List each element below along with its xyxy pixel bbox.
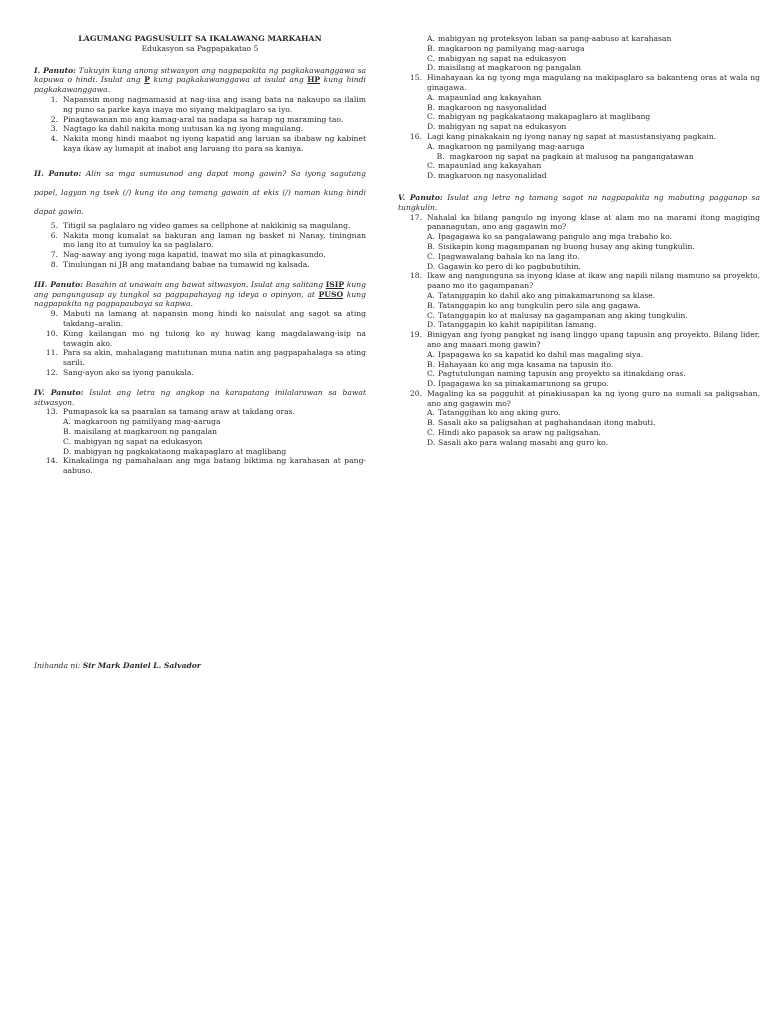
keyword-isip: ISIP — [325, 279, 345, 289]
question-item: 3. Nagtago ka dahil nakita mong uutusan ka ng iyong magulang. — [50, 124, 304, 134]
option: B. magkaroon ng nasyonalidad — [427, 102, 547, 112]
option-list — [398, 350, 760, 389]
question-item: 20. Magaling ka sa pagguhit at pinakiusapan ka ng iyong guro na sumali sa paligsahan, ano ang gagawin mo? — [409, 388, 760, 408]
keyword-hp: HP — [307, 75, 321, 85]
author-name: Sir Mark Daniel L. Salvador — [82, 661, 201, 670]
question-item: 16. Lagi kang pinakakain ng iyong nanay ng sapat at masustansiyang pagkain. — [409, 131, 717, 141]
question-item: 19. Binigyan ang iyong pangkat ng isang linggo upang tapusin ang proyekto. Bilang lider, ano ang maaari mong gawin? — [409, 330, 760, 349]
page-subtitle: Edukasyon sa Pagpapakatao 5 — [141, 43, 259, 53]
section-2-instructions: II. Panuto: Alin sa mga sumusunod ang dapat mong gawin? Sa iyong sagutang papel, lagyan ng tsek (/) kung ito ang tamang gawain at ekis (/) naman kung hindi dapat gawin. — [34, 168, 366, 216]
option: C. mabigyan ng sapat na edukasyon — [63, 436, 203, 446]
option: A. Ipapagawa ko sa kapatid ko dahil mas magaling siya. — [427, 349, 644, 359]
option-list — [398, 93, 760, 132]
section-1-instructions: I. Panuto: Tukuyin kung anong sitwasyon ang nagpapakita ng pagkakawanggawa sa kapuwa o hindi. Isulat ang P kung pagkakawanggawa at isulat ang HP kung hindi pagkakawanggawa. — [34, 65, 366, 95]
option: C. Pagtutulungan naming tapusin ang proyekto sa itinakdang oras. — [427, 369, 686, 379]
section-1 — [34, 66, 366, 154]
question-item: 4. Nakita mong hindi maabot ng iyong kapatid ang laruan sa ibabaw ng kabinet kaya ikaw ay lumapit at inabot ang laruang ito para sa kaniya. — [50, 134, 366, 153]
question-item: 12. Sang-ayon ako sa iyong panukala. — [45, 367, 194, 377]
section-4 — [34, 388, 366, 476]
question-item: 15. Hinahayaan ka ng iyong mga magulang na makipaglaro sa bakanteng oras at wala ng ginagawa. — [409, 73, 760, 92]
keyword-puso: PUSO — [318, 289, 344, 299]
option: C. Tatanggapin ko at malusay na gagampanan ang aking tungkulin. — [427, 310, 688, 320]
prepared-by-label: Inihanda ni: — [34, 661, 81, 670]
option: A. magkaroon ng pamilyang mag-aaruga — [427, 141, 585, 151]
question-item: 2. Pinagtawanan mo ang kamag-aral na nadapa sa harap ng maraming tao. — [50, 114, 344, 124]
section-2 — [34, 164, 366, 270]
question-item: 14. Kinakalinga ng pamahalaan ang mga batang biktima ng karahasan at pang-aabuso. — [45, 456, 366, 476]
option: B. Hahayaan ko ang mga kasama na tapusin ito. — [427, 359, 614, 369]
option: C. mapaunlad ang kakayahan — [427, 161, 542, 171]
section-1-heading: I. Panuto: — [34, 65, 76, 75]
question-item: 1. Napansin mong nagmamasid at nag-iisa ang isang bata na nakaupo sa ilalim ng puno sa parke kaya inaya mo siyang makipaglaro sa iyo. — [50, 94, 366, 114]
question-item: 13. Pumapasok ka sa paaralan sa tamang araw at takdang oras. — [45, 407, 295, 417]
option: B. Tatanggapin ko ang tungkulin pero sila ang gagawa. — [427, 300, 641, 310]
option: B. Sisikapin kong magampanan ng buong husay ang aking tungkulin. — [427, 241, 695, 251]
section-5 — [398, 193, 760, 448]
option: D. maisilang at magkaroon ng pangalan — [427, 63, 582, 73]
question-item: 17. Nahalal ka bilang pangulo ng inyong klase at alam mo na marami itong magiging pananagutan, ano ang gagawin mo? — [409, 212, 760, 232]
question-item: 10. Kung kailangan mo ng tulong ko ay huwag kang magdalawang-isip na tawagin ako. — [45, 328, 366, 348]
option: D. mabigyan ng pagkakataong makapaglaro at maglibang — [63, 446, 287, 456]
option-list — [398, 161, 760, 181]
option: B. Sasali ako sa paligsahan at paghahandaan itong mabuti. — [427, 418, 656, 428]
option: D. Ipagagawa ko sa pinakamarunong sa grupo. — [427, 379, 609, 389]
question-item: 11. Para sa akin, mahalagang matutunan muna natin ang pagpapahalaga sa ating sarili. — [45, 348, 366, 368]
option: A. mabigyan ng proteksyon laban sa pang-aabuso at karahasan — [427, 34, 672, 43]
option: C. mabigyan ng pagkakataong makapaglaro at maglibang — [427, 112, 651, 122]
option-list — [398, 142, 760, 152]
question-item: 8. Tinulungan ni JB ang matandang babae na tumawid ng kalsada. — [50, 259, 310, 269]
section-3 — [34, 280, 366, 378]
right-column — [398, 34, 760, 448]
question-item: 5. Titigil sa paglalaro ng video games sa cellphone at nakikinig sa magulang. — [50, 220, 351, 230]
prepared-by — [34, 661, 201, 671]
option: A. magkaroon ng pamilyang mag-aaruga — [63, 417, 221, 427]
option: B. maisilang at magkaroon ng pangalan — [63, 426, 218, 436]
option: D. Sasali ako para walang masabi ang guro ko. — [427, 437, 609, 447]
option: B. magkaroon ng pamilyang mag-aaruga — [427, 43, 585, 53]
option: B. magkaroon ng sapat na pagkain at malusog na pangangatawan — [436, 151, 694, 161]
option-list — [398, 34, 760, 73]
option: C. Hindi ako papasok sa araw ng paligsahan. — [427, 428, 601, 438]
section-3-instructions: III. Panuto: Basahin at unawain ang bawat sitwasyon. Isulat ang salitang ISIP kung ang pangungusap ay tungkol sa pagpapahayag ng ideya o opinyon, at PUSO kung nagpapakita ng pagpapaubaya sa kapwa. — [34, 279, 366, 309]
section-2-heading: II. Panuto: — [34, 168, 82, 178]
section-3-heading: III. Panuto: — [34, 279, 84, 289]
option-list — [398, 291, 760, 330]
option: C. mabigyan ng sapat na edukasyon — [427, 53, 567, 63]
option: D. Gagawin ko pero di ko pagbubutihin. — [427, 261, 581, 271]
option: A. Tatanggihan ko ang aking guro. — [427, 408, 561, 418]
option-list — [398, 232, 760, 271]
section-4-heading: IV. Panuto: — [34, 387, 84, 397]
option: A. Tatanggapin ko dahil ako ang pinakamarunong sa klase. — [427, 290, 656, 300]
question-item: 9. Mabuti na lamang at napansin mong hindi ko naisulat ang sagot sa ating takdang–aralin. — [50, 309, 366, 328]
option: A. Ipagagawa ko sa pangalawang pangulo ang mga trabaho ko. — [427, 232, 672, 242]
question-item: 7. Nag-aaway ang iyong mga kapatid, inawat mo sila at pinagkasundo. — [50, 250, 326, 260]
option: C. Ipagwawalang bahala ko na lang ito. — [427, 251, 580, 261]
section-5-instructions: V. Panuto: Isulat ang letra ng tamang sagot na nagpapakita ng mabuting pagganap sa tungkulin. — [398, 192, 760, 212]
page-title: LAGUMANG PAGSUSULIT SA IKALAWANG MARKAHAN — [78, 34, 322, 43]
section-5-heading: V. Panuto: — [398, 192, 443, 202]
keyword-p: P — [144, 75, 150, 85]
option-list — [398, 408, 760, 447]
left-column — [34, 34, 366, 476]
section-4-instructions: IV. Panuto: Isulat ang letra ng angkop na karapatang inilalarawan sa bawat sitwasyon. — [34, 387, 366, 407]
option: D. Tatanggapin ko kahit napipilitan lamang. — [427, 320, 597, 330]
option: D. magkaroon ng nasyonalidad — [427, 171, 547, 181]
question-item: 6. Nakita mong kumalat sa bakuran ang laman ng basket ni Nanay, tiningnan mo lang ito at tumuloy ka sa paglalaro. — [50, 230, 366, 250]
option: A. mapaunlad ang kakayahan — [427, 92, 542, 102]
option-list — [34, 417, 366, 456]
option: D. mabigyan ng sapat na edukasyon — [427, 122, 567, 132]
question-item: 18. Ikaw ang nangunguna sa inyong klase at ikaw ang napili nilang mamuno sa proyekto, paano mo ito gagampanan? — [409, 271, 760, 291]
